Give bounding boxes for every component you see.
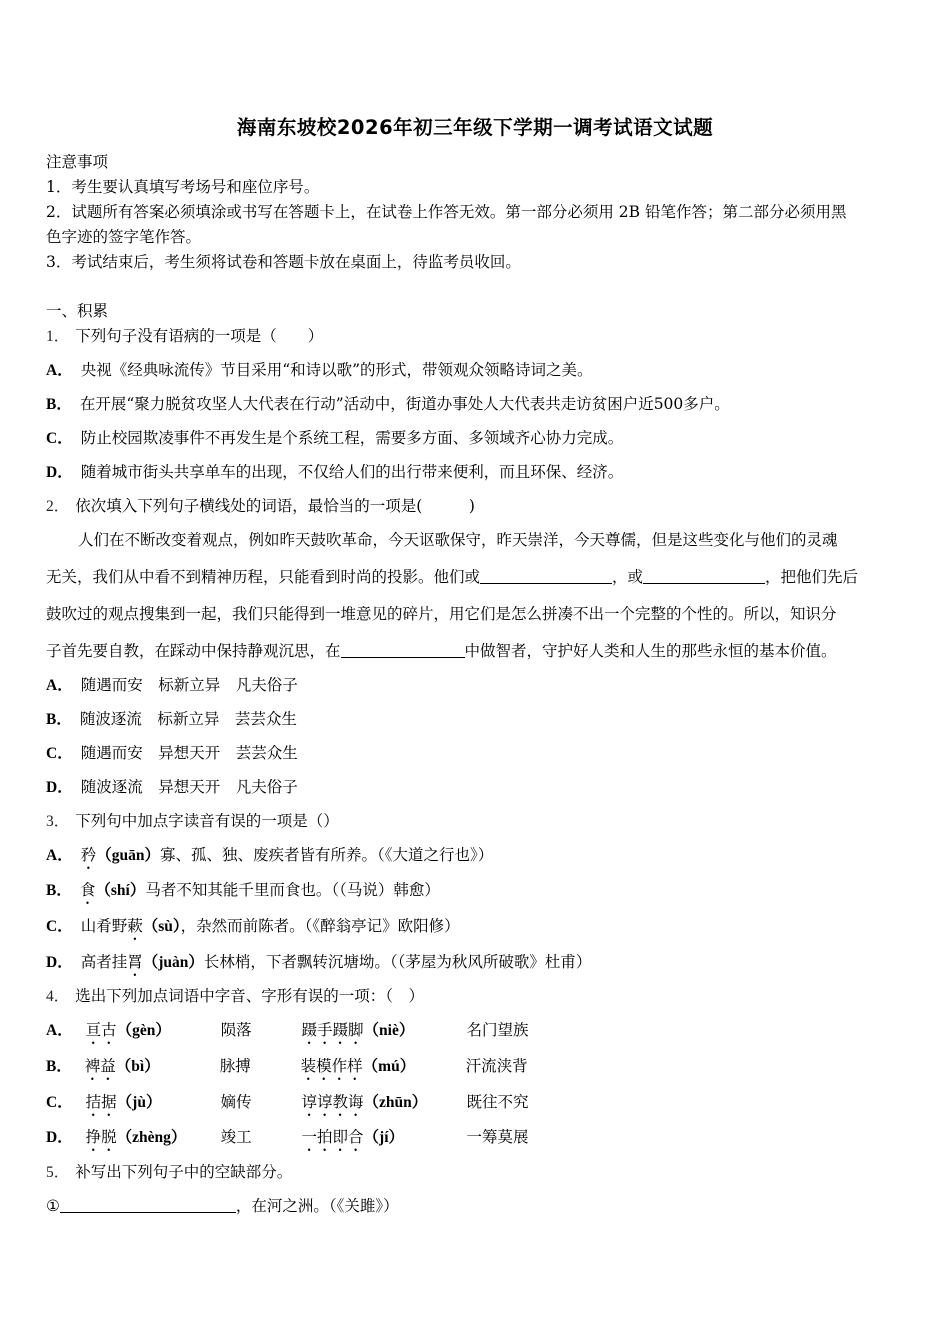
item-marker: ① <box>46 1197 60 1215</box>
q2-passage-line-1: 人们在不断改变着观点，例如昨天鼓吹革命，今天讴歌保守，昨天崇洋，今天尊儒，但是这些变化与他们的灵魂 <box>78 531 838 549</box>
option-text: 央视《经典咏流传》节目采用“和诗以歌”的形式，带领观众领略诗词之美。 <box>80 361 593 379</box>
pinyin: （jí） <box>363 1129 404 1146</box>
passage-text: ，把他们先后 <box>765 568 859 586</box>
word-4: 既往不究 <box>466 1093 529 1111</box>
word-4: 名门望族 <box>466 1021 529 1039</box>
pinyin: （sù） <box>142 918 181 935</box>
option-letter: A． <box>46 847 73 864</box>
option-letter: D． <box>46 954 73 971</box>
option-text: 随遇而安 异想天开 芸芸众生 <box>80 744 298 762</box>
pinyin: （mú） <box>362 1058 416 1075</box>
option-text: ，杂然而前陈者。（《醉翁亭记》欧阳修） <box>180 917 460 935</box>
fill-blank-3[interactable] <box>341 641 465 658</box>
word-2: 嫡传 <box>220 1093 252 1111</box>
option-letter: A． <box>46 1022 73 1039</box>
option-letter: C． <box>46 745 73 762</box>
option-text: 马者不知其能千里而食也。（（马说）韩愈） <box>145 881 440 899</box>
question-stem: 下列句子没有语病的一项是（ ） <box>75 327 324 345</box>
pinyin: （gèn） <box>116 1022 171 1039</box>
q2-option-a <box>46 675 298 696</box>
dotted-char: 矜 <box>80 846 97 864</box>
question-stem: 依次填入下列句子横线处的词语，最恰当的一项是( ) <box>75 497 475 515</box>
q4-option-c <box>46 1092 528 1120</box>
word-4: 汗流浃背 <box>465 1057 528 1075</box>
q3-option-c <box>46 916 460 944</box>
q3-option-d <box>46 952 591 980</box>
q1-option-a <box>46 360 593 381</box>
option-letter: B． <box>46 396 72 413</box>
pinyin: （guān） <box>96 847 160 864</box>
notice-item-2-cont: 色字迹的签字笔作答。 <box>46 228 202 246</box>
word-4: 一筹莫展 <box>466 1128 529 1146</box>
q2-option-d <box>46 777 298 798</box>
q2-passage-line-2 <box>46 567 858 587</box>
pinyin: （bì） <box>115 1058 160 1075</box>
question-5 <box>46 1162 292 1183</box>
q3-option-b <box>46 880 440 908</box>
passage-text: ，或 <box>612 568 644 586</box>
q2-option-c <box>46 743 298 764</box>
option-letter: B． <box>46 711 72 728</box>
dotted-word: 装模作样 <box>300 1057 363 1075</box>
question-2 <box>46 496 475 517</box>
q4-option-d <box>46 1127 528 1155</box>
dotted-char: 罥 <box>127 953 143 971</box>
pinyin: （shí） <box>95 882 146 899</box>
question-number: 1． <box>46 328 70 345</box>
question-stem: 选出下列加点词语中字音、字形有误的一项：（ ） <box>75 987 425 1005</box>
option-letter: A． <box>46 362 73 379</box>
notice-item-3: 3．考试结束后，考生须将试卷和答题卡放在桌面上，待监考员收回。 <box>46 253 521 271</box>
question-number: 5． <box>46 1164 70 1181</box>
q4-option-a <box>46 1020 528 1048</box>
q2-passage-line-3: 鼓吹过的观点搜集到一起，我们只能得到一堆意见的碎片，用它们是怎么拼凑不出一个完整的个性的。所以，知识分 <box>46 605 837 623</box>
dotted-char: 食 <box>79 881 96 899</box>
question-stem: 下列句中加点字读音有误的一项是（） <box>75 812 339 830</box>
option-text: 高者挂 <box>80 953 128 971</box>
question-number: 2． <box>46 498 70 515</box>
notice-item-1: 1．考生要认真填写考场号和座位序号。 <box>46 178 320 196</box>
option-letter: C． <box>46 1094 73 1111</box>
option-text: 防止校园欺凌事件不再发生是个系统工程，需要多方面、多领域齐心协力完成。 <box>80 429 624 447</box>
dotted-word: 蹑手蹑脚 <box>301 1021 364 1039</box>
question-stem: 补写出下列句子中的空缺部分。 <box>75 1163 293 1181</box>
option-text: 长林梢，下者飘转沉塘坳。（（茅屋为秋风所破歌》杜甫） <box>203 953 592 971</box>
pinyin: （juàn） <box>142 954 204 971</box>
passage-text: 无关，我们从中看不到精神历程，只能看到时尚的投影。他们或 <box>46 568 481 586</box>
option-text: 寡、孤、独、废疾者皆有所养。（《大道之行也》） <box>159 846 494 864</box>
dotted-word: 一拍即合 <box>301 1128 364 1146</box>
option-letter: C． <box>46 430 73 447</box>
q2-passage-line-4 <box>46 641 837 661</box>
option-letter: B． <box>46 1058 72 1075</box>
dotted-word: 挣脱 <box>85 1128 117 1146</box>
word-2: 陨落 <box>220 1021 252 1039</box>
dotted-word: 裨益 <box>84 1057 116 1075</box>
q1-option-b <box>46 394 730 415</box>
dotted-word: 拮据 <box>85 1093 117 1111</box>
pinyin: （jù） <box>116 1094 162 1111</box>
word-2: 脉搏 <box>219 1057 251 1075</box>
word-1 <box>86 1092 216 1120</box>
word-3 <box>302 1092 462 1120</box>
notice-heading: 注意事项 <box>46 153 109 171</box>
pinyin: （niè） <box>363 1022 415 1039</box>
dotted-word: 亘古 <box>85 1021 117 1039</box>
notice-item-2: 2．试题所有答案必须填涂或书写在答题卡上，在试卷上作答无效。第一部分必须用 2B 铅笔作答；第二部分必须用黑 <box>46 203 847 221</box>
word-1 <box>86 1020 216 1048</box>
option-letter: C． <box>46 918 73 935</box>
pinyin: （zhèng） <box>116 1129 187 1146</box>
passage-text: 中做智者，守护好人类和人生的那些永恒的基本价值。 <box>464 642 837 660</box>
dotted-word: 谆谆教诲 <box>301 1093 364 1111</box>
word-3 <box>301 1056 461 1084</box>
option-letter: D． <box>46 1129 73 1146</box>
q4-option-b <box>46 1056 528 1084</box>
option-letter: D． <box>46 464 73 481</box>
pinyin: （zhūn） <box>363 1094 428 1111</box>
word-2: 竣工 <box>220 1128 252 1146</box>
word-3 <box>302 1127 462 1155</box>
q2-option-b <box>46 709 297 730</box>
question-number: 3． <box>46 813 70 830</box>
question-4 <box>46 986 424 1007</box>
question-number: 4． <box>46 988 70 1005</box>
q1-option-c <box>46 428 623 449</box>
word-1 <box>85 1056 215 1084</box>
option-text: 在开展“聚力脱贫攻坚人大代表在行动”活动中，街道办事处人大代表共走访贫困户近500多户。 <box>79 395 730 413</box>
fill-blank-4[interactable] <box>60 1196 236 1213</box>
word-1 <box>86 1127 216 1155</box>
dotted-char: 蔌 <box>127 917 143 935</box>
option-letter: A． <box>46 677 73 694</box>
option-text: 随波逐流 异想天开 凡夫俗子 <box>80 778 298 796</box>
q3-option-a <box>46 845 493 873</box>
option-text: 随着城市街头共享单车的出现，不仅给人们的出行带来便利，而且环保、经济。 <box>80 463 624 481</box>
passage-text: 子首先要自教，在踩动中保持静观沉思，在 <box>46 642 341 660</box>
question-3 <box>46 811 339 832</box>
question-1 <box>46 326 323 347</box>
q5-item-1 <box>46 1196 399 1216</box>
option-text: 随波逐流 标新立异 芸芸众生 <box>79 710 297 728</box>
fill-blank-2[interactable] <box>643 567 765 584</box>
word-3 <box>302 1020 462 1048</box>
fill-blank-1[interactable] <box>480 567 612 584</box>
section-heading: 一、积累 <box>46 302 109 320</box>
option-text: 山肴野 <box>80 917 128 935</box>
q1-option-d <box>46 462 623 483</box>
option-letter: B． <box>46 882 72 899</box>
option-text: 随遇而安 标新立异 凡夫俗子 <box>80 676 298 694</box>
item-text: ，在河之洲。（《关雎》） <box>235 1197 399 1215</box>
page-title: 海南东坡校2026年初三年级下学期一调考试语文试题 <box>236 116 714 139</box>
option-letter: D． <box>46 779 73 796</box>
